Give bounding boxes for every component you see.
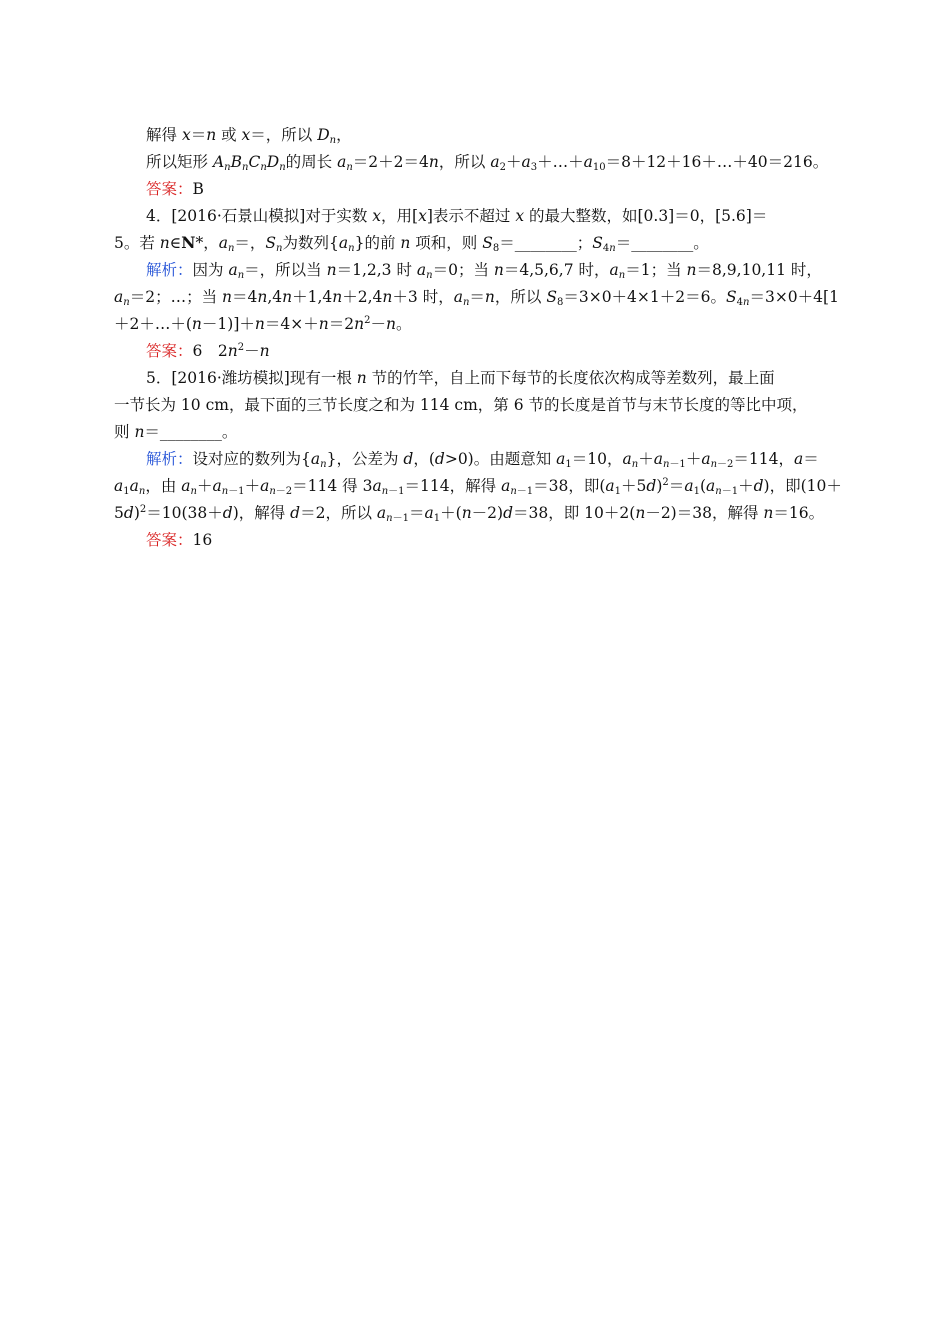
- answer-value: 6 $2n^2-n$: [192, 342, 270, 360]
- analysis-line: 5d)$^2$＝10(38＋d)，解得 d＝2，所以 $a_{n-1}=a_1+(n-2)d=38$，即 10＋2(n－2)＝38，解得 n＝16。: [114, 504, 825, 524]
- solution-line: 解得 x＝n 或 x＝，所以 $D_n$，: [146, 126, 352, 146]
- analysis-line: $a_n=2$；…；当 n＝4n,4n＋1,4n＋2,4n＋3 时，$a_n=n$，所以 $S_8=3\times 0+4\times 1+2=6$。$S_{4n}=3\times 0+4[1$: [114, 288, 839, 308]
- analysis-line: 解析：设对应的数列为$\{a_n\}$，公差为 d，(d>0)。由题意知 $a_1=10$，$a_n+a_{n-1}+a_{n-2}=114$，a＝: [146, 450, 819, 470]
- answer-value: B: [192, 180, 204, 198]
- analysis-label: 解析：: [146, 450, 193, 468]
- answer-line: [146, 529, 212, 551]
- solution-line: 所以矩形 $A_nB_nC_nD_n$的周长 $a_n=2+2=4n$，所以 $a_2+a_3+\dots+a_{10}=8+12+16+\dots+40=216$。: [146, 153, 829, 173]
- analysis-line: 解析：因为 $a_n=$，所以当 n＝1,2,3 时 $a_n=0$；当 n＝4,5,6,7 时，$a_n=1$；当 n＝8,9,10,11 时，: [146, 261, 822, 281]
- answer-value: 16: [192, 531, 213, 549]
- question-line: 则 n＝________。: [114, 423, 238, 441]
- question-line: 5．[2016·潍坊模拟]现有一根 n 节的竹竿，自上而下每节的长度依次构成等差数列，最上面: [146, 369, 775, 387]
- analysis-label: 解析：: [146, 261, 193, 279]
- question-line: 一节长为 10 cm，最下面的三节长度之和为 114 cm，第 6 节的长度是首节与末节长度的等比中项，: [114, 396, 808, 414]
- answer-line: [146, 178, 204, 200]
- answer-label: 答案：: [146, 342, 193, 360]
- answer-label: 答案：: [146, 531, 193, 549]
- analysis-line: $a_1a_n$，由 $a_n+a_{n-1}+a_{n-2}=114$ 得 $3a_{n-1}=114$，解得 $a_{n-1}=38$，即$(a_1+5d)^2=a_1(a_{n-1}+d)$，即(10＋: [114, 477, 842, 497]
- answer-label: 答案：: [146, 180, 193, 198]
- question-line: 4．[2016·石景山模拟]对于实数 x，用[x]表示不超过 x 的最大整数，如[0.3]＝0，[5.6]＝: [146, 207, 768, 225]
- question-line: 5。若 n∈N*，$a_n=$，$S_n$为数列$\{a_n\}$的前 n 项和，则 $S_8=\_\_\_\_\_\_\_\_$；$S_{4n}=\_\_\_\_\_\_\_\_$。: [114, 233, 709, 254]
- answer-line: [146, 340, 270, 362]
- analysis-line: $+2+\dots+(n-1)]+n=4\times+n=2n^2-n$。: [114, 315, 412, 333]
